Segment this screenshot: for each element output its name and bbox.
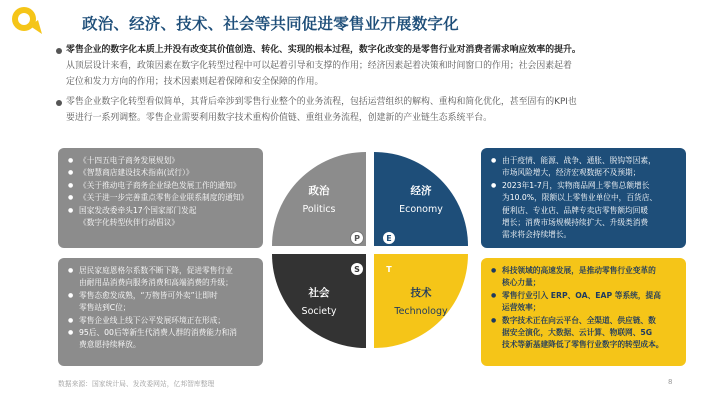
list-item: ● 零售态愈发成熟，“万物皆可外卖”让即时 — [68, 290, 255, 302]
list-item: 市场风险增大，经济宏观数据不及预期； — [502, 168, 641, 178]
list-item: ● 2023年1-7月，实物商品网上零售总额增长 — [491, 180, 678, 192]
quadrant-society-zh: 社会 — [308, 287, 330, 299]
economy-box — [481, 148, 686, 248]
list-item: ● 零售行业引入 ERP、OA、EAP 等系统，提高 — [491, 290, 678, 302]
paragraph-1-lead: 零售企业的数字化本质上并没有改变其价值创造、转化、实现的根本过程，数字化改变的是零售行业对消费者需求响应效率的提升。 — [66, 45, 581, 55]
list-item: ● 《关于推动电子商务企业绿色发展工作的通知》 — [68, 180, 255, 192]
list-item: ● 国家发改委牵头17个国家部门发起 — [68, 205, 255, 217]
logo-icon — [8, 6, 48, 36]
list-item: 便利店、专业店、品牌专卖店零售额均回暖 — [502, 205, 649, 215]
quadrant-economy-zh: 经济 — [410, 185, 432, 197]
list-item: ● 科技领域的高速发展，是推动零售行业变革的 — [491, 265, 678, 277]
paragraph-2-line2: 要进行一系列调整。零售企业需要利用数字技术重构价值链、重组业务流程，创建新的产业链生态系统平台。 — [66, 113, 492, 123]
page-number: 8 — [668, 378, 673, 386]
bullet-dot — [56, 100, 62, 106]
list-item: ● 零售企业线上线下公平发展环境正在形成； — [68, 315, 255, 327]
list-item: 由耐用品消费向服务消费和高端消费的升级； — [79, 278, 233, 288]
list-item: 费意愿持续释放。 — [79, 340, 141, 350]
list-item: ● 《智慧商店建设技术指南(试行）》 — [68, 167, 255, 179]
letter-s-badge: S — [350, 262, 364, 276]
list-item: 增长；消费市场规模持续扩大、升级类消费 — [502, 218, 649, 228]
list-item: ● 95后、00后等新生代消费人群的消费能力和消 — [68, 327, 255, 339]
paragraph-1-line3: 定位和发力方向的作用；技术因素则起着保障和安全保障的作用。 — [66, 77, 324, 87]
paragraph-1 — [66, 42, 581, 58]
list-item: ● 由于疫情、能源、战争、通胀、脱钩等因素， — [491, 155, 678, 167]
quadrant-economy-en: Economy — [399, 204, 443, 215]
society-box — [58, 258, 263, 366]
page-title: 政治、经济、技术、社会等共同促进零售业开展数字化 — [82, 15, 459, 33]
quadrant-politics-zh: 政治 — [308, 185, 330, 197]
list-item: 技术等新基建降低了零售行业数字的转型成本。 — [502, 340, 664, 350]
list-item: ● 居民家庭恩格尔系数不断下降，促进零售行业 — [68, 265, 255, 277]
list-item: 《数字化转型伙伴行动倡议》 — [79, 218, 179, 228]
technology-box — [481, 258, 686, 366]
list-item: 零售站到C位； — [79, 303, 131, 313]
quadrant-technology-zh: 技术 — [410, 287, 432, 299]
quadrant-technology-en: Technology — [394, 306, 448, 317]
letter-p-badge: P — [350, 231, 364, 245]
quadrant-politics-en: Politics — [302, 204, 336, 215]
list-item: ● 《十四五电子商务发展规划》 — [68, 155, 255, 167]
list-item: ● 《关于进一步完善重点零售企业联系制度的通知》 — [68, 192, 255, 204]
list-item: 核心力量； — [502, 278, 541, 288]
list-item: 运营效率； — [502, 303, 541, 313]
list-item: ● 数字技术正在向云平台、全渠道、供应链、数 — [491, 315, 678, 327]
quadrant-society-en: Society — [301, 306, 337, 317]
list-item: 为10.0%，限额以上零售业单位中，百货店、 — [502, 193, 658, 203]
letter-t-badge: T — [382, 262, 396, 276]
list-item: 需求将会持续增长。 — [502, 230, 572, 240]
list-item: 据安全演化，大数据、云计算、物联网、5G — [502, 328, 653, 338]
paragraph-1-line2: 从顶层设计来看，政策因素在数字化转型过程中可以起着引导和支撑的作用；经济因素起着决策和时间窗口的作用；社会因素起着 — [66, 61, 572, 71]
bullet-dot — [56, 48, 62, 54]
paragraph-2-line1: 零售企业数字化转型看似简单，其背后牵涉到零售行业整个的业务流程，包括运营组织的解构、重构和简化优化，甚至固有的KPI也 — [66, 97, 577, 107]
letter-e-badge: E — [382, 231, 396, 245]
politics-box — [58, 148, 263, 248]
data-source-footer: 数据来源：国家统计局、发改委网站，亿邦智库整理 — [58, 380, 215, 388]
